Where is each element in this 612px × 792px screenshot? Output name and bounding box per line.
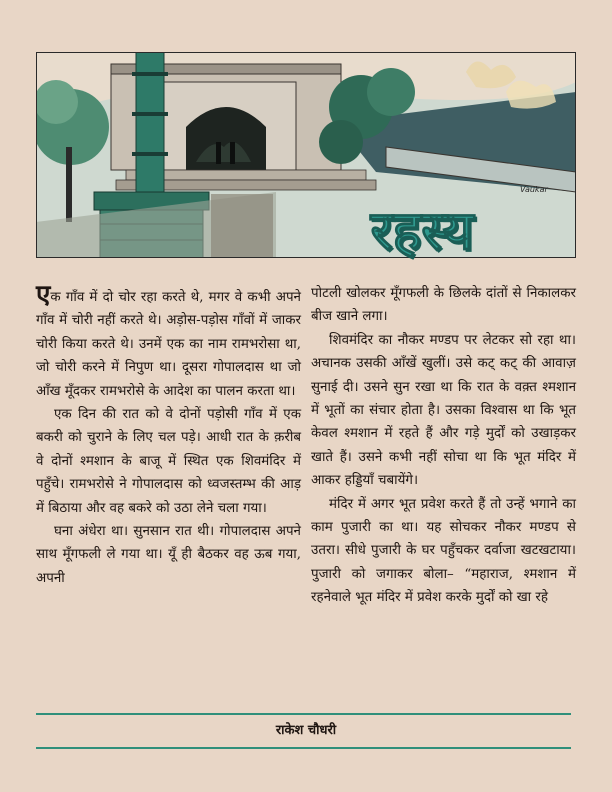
drop-cap: ए [36,280,51,310]
story-title: रहस्य [370,199,474,262]
left-paragraph-1 [36,282,301,403]
right-paragraph-3: मंदिर में अगर भूत प्रवेश करते हैं तो उन्हें भगाने का काम पुजारी का था। यह सोचकर नौकर मण्डप से उतरा। सीधे पुजारी के घर पहुँचकर दर्वाजा खटखटाया। पुजारी को जगाकर बोला– “महाराज, श्मशान में रहनेवाले भूत मंदिर में प्रवेश करके मुर्दों को खा रहे [311,496,576,606]
right-column [311,282,576,694]
story-columns [36,282,576,694]
footer-rule-bottom [36,747,571,749]
footer-rule-top [36,713,571,715]
illustrator-signature: Vaukar [520,185,548,194]
left-column [36,282,301,694]
left-paragraph-2: एक दिन की रात को वे दोनों पड़ोसी गाँव में एक बकरी को चुराने के लिए चल पड़े। आधी रात के क़रीब वे दोनों श्मशान के बाजू में स्थित एक शिवमंदिर में पहुँचे। रामभरोसे ने गोपालदास को ध्वजस्तम्भ की आड़ में बिठाया और वह बकरे को उठा लेने चला गया। [36,407,301,516]
right-paragraph-1: पोटली खोलकर मूँगफली के छिलके दांतों से निकालकर बीज खाने लगा। [311,286,576,325]
right-paragraph-2: शिवमंदिर का नौकर मण्डप पर लेटकर सो रहा था। अचानक उसकी आँखें खुलीं। उसे कट् कट् की आवाज़ सुनाई दी। उसने सुन रखा था कि रात के वक़्त श्मशान में भूतों का संचार होता है। उसका विश्वास था कि भूत केवल श्मशान में रहते हैं और गड़े मुर्दों को उखाड़कर खाते हैं। उसने कभी नहीं सोचा था कि भूत मंदिर में आकर हड्डियाँ चबायेंगे। [311,332,576,489]
left-paragraph-1-text: क गाँव में दो चोर रहा करते थे, मगर वे कभी अपने गाँव में चोरी नहीं करते थे। अड़ोस-पड़ोस गाँवों में जाकर चोरी किया करते थे। उनमें एक का नाम रामभरोसा था, जो चोरी करने में निपुण था। दूसरा गोपालदास था जो आँख मूँदकर रामभरोसे के आदेश का पालन करता था। [36,290,301,399]
author-name: राकेश चौधरी [275,723,337,738]
left-paragraph-3: घना अंधेरा था। सुनसान रात थी। गोपालदास अपने साथ मूँगफली ले गया था। यूँ ही बैठकर वह ऊब गया, अपनी [36,524,301,586]
story-title-block [322,197,522,265]
